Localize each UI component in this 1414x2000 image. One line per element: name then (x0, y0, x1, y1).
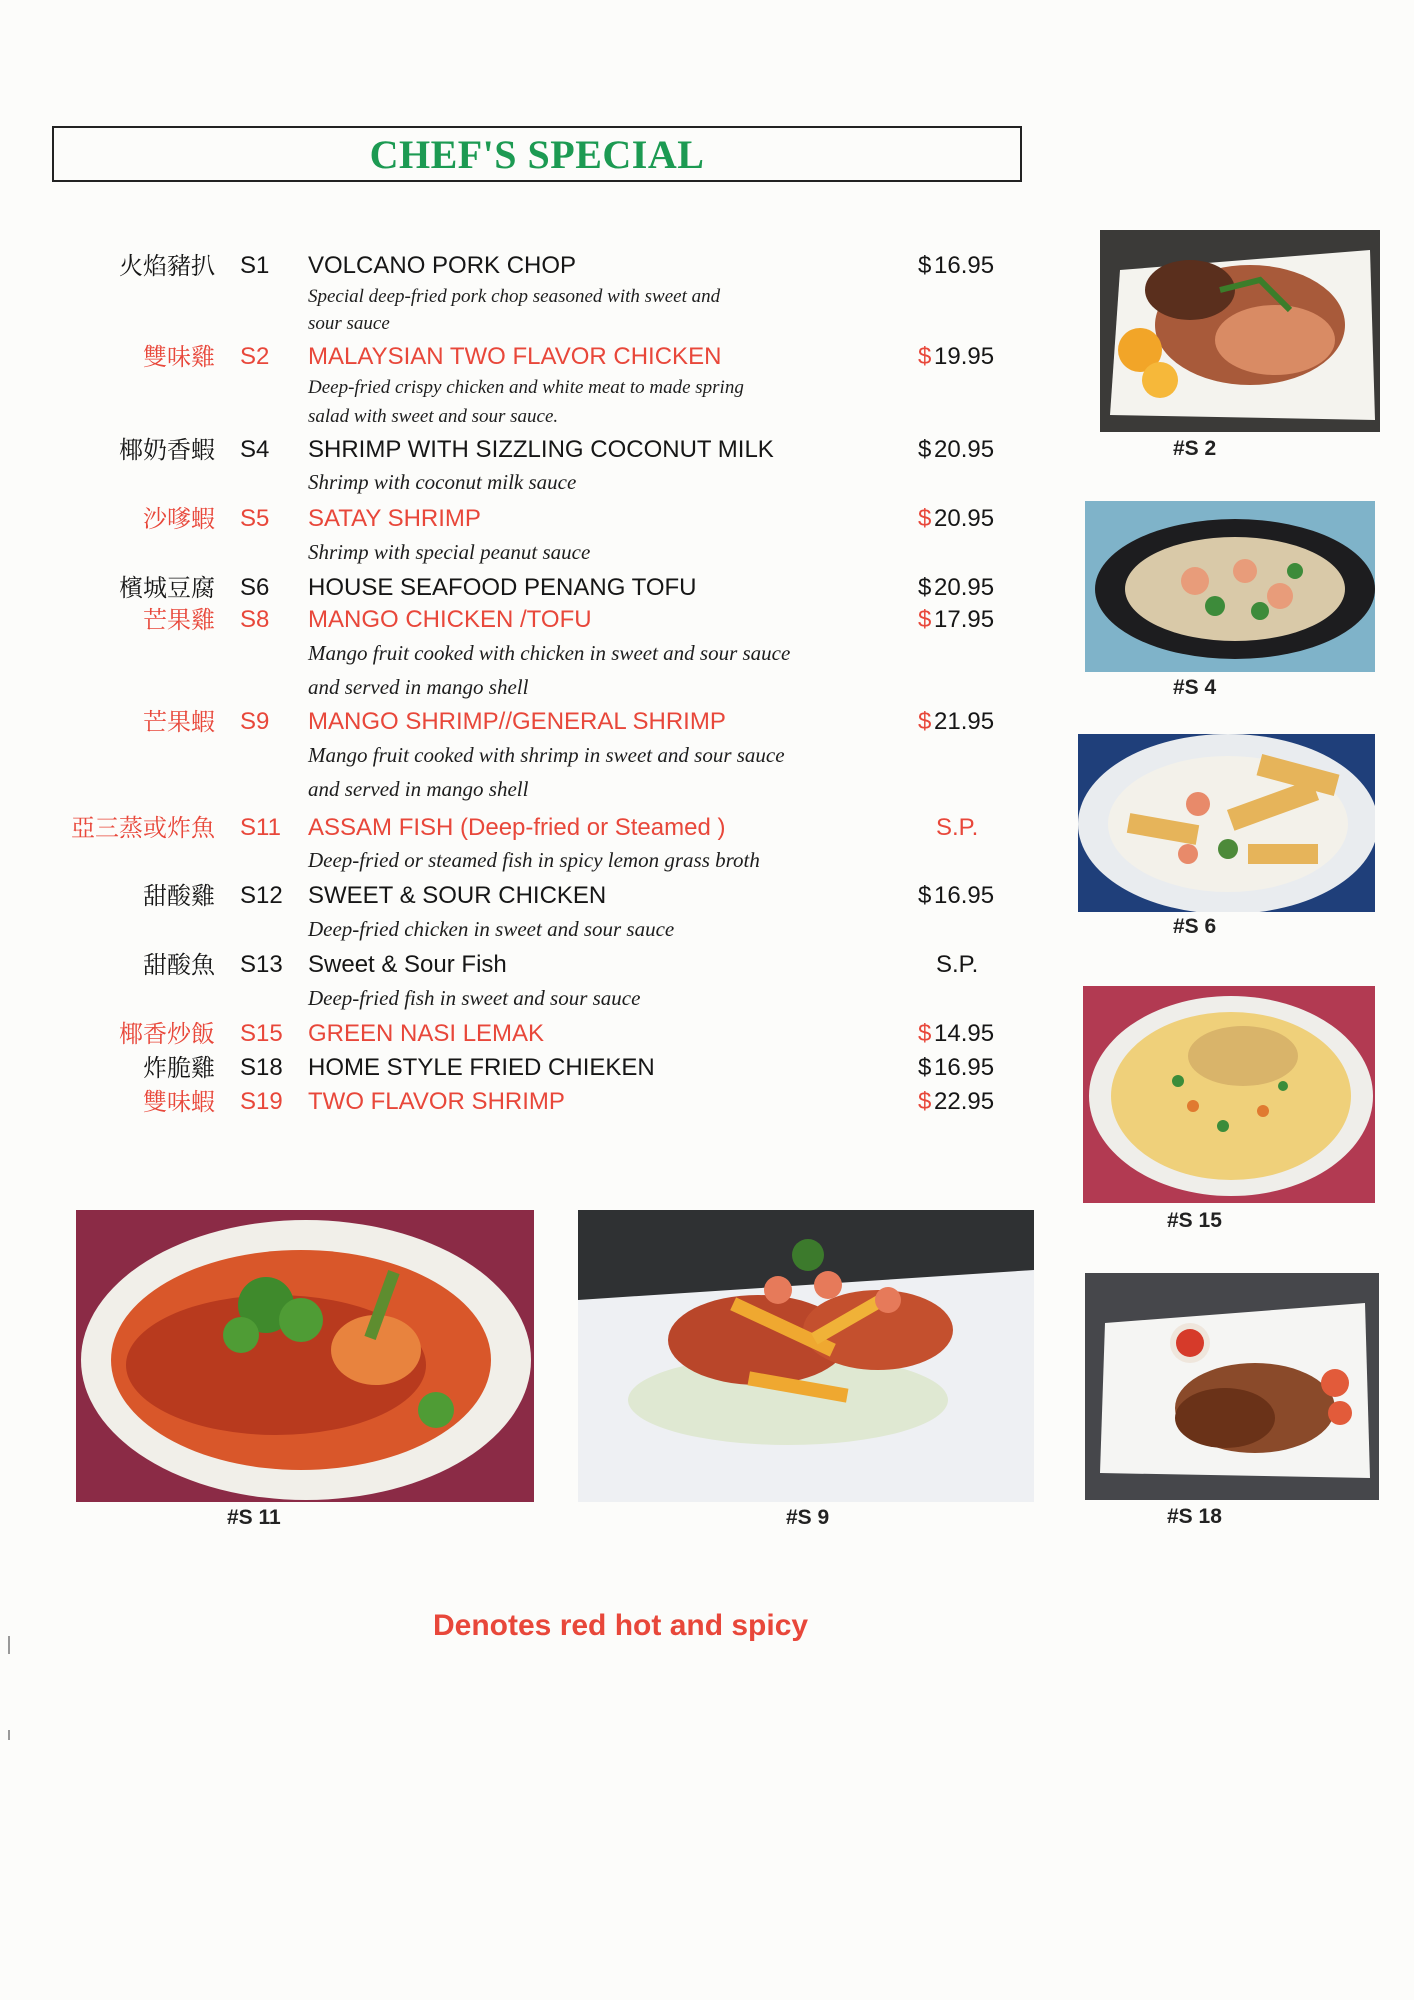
photo-s9 (578, 1210, 1034, 1502)
currency-symbol: $ (918, 1054, 932, 1081)
item-description: and served in mango shell (308, 777, 529, 801)
item-name: ASSAM FISH (Deep-fried or Steamed ) (308, 814, 726, 841)
item-chinese-name: 甜酸雞 (143, 882, 215, 910)
menu-item-s15 (0, 1018, 1060, 1050)
item-description: Mango fruit cooked with chicken in sweet and sour sauce (308, 641, 791, 665)
price-value: 16.95 (934, 1054, 995, 1081)
item-name: MANGO SHRIMP//GENERAL SHRIMP (308, 708, 726, 735)
currency-symbol: $ (918, 606, 932, 633)
page-title: CHEF'S SPECIAL (369, 131, 705, 177)
menu-item-s9 (0, 706, 1060, 738)
price-value: 16.95 (934, 252, 995, 279)
item-price (918, 706, 994, 738)
menu-item-s19 (0, 1086, 1060, 1118)
item-chinese-name: 雙味蝦 (143, 1088, 215, 1116)
item-description: Deep-fried chicken in sweet and sour sauce (308, 917, 675, 941)
menu-item-s18 (0, 1052, 1060, 1084)
menu-item-s12 (0, 880, 1060, 912)
item-price (918, 1086, 994, 1118)
item-name: TWO FLAVOR SHRIMP (308, 1088, 565, 1115)
spicy-legend: Denotes red hot and spicy (433, 1609, 809, 1642)
item-code: S13 (240, 951, 283, 978)
menu-item-s2 (0, 341, 1060, 373)
caption-s11: #S 11 (227, 1506, 281, 1529)
price-value: 21.95 (934, 708, 995, 735)
item-chinese-name: 椰香炒飯 (119, 1020, 215, 1048)
menu-item-s4 (0, 434, 1060, 466)
caption-s6: #S 6 (1173, 915, 1217, 938)
item-chinese-name: 芒果雞 (143, 606, 215, 634)
price-value: 17.95 (934, 606, 995, 633)
item-price (918, 434, 994, 466)
item-code: S4 (240, 436, 270, 463)
currency-symbol: $ (918, 436, 932, 463)
price-value: 20.95 (934, 436, 995, 463)
item-price (918, 341, 994, 373)
item-chinese-name: 檳城豆腐 (119, 574, 215, 602)
price-value: 16.95 (934, 882, 995, 909)
item-chinese-name: 芒果蝦 (143, 708, 215, 736)
item-description: Deep-fried fish in sweet and sour sauce (308, 986, 641, 1010)
currency-symbol: $ (918, 505, 932, 532)
menu-item-s1 (0, 250, 1060, 282)
scan-edge-mark (8, 1730, 10, 1740)
item-price (936, 949, 978, 981)
scan-edge-mark (8, 1636, 10, 1654)
item-description: and served in mango shell (308, 675, 529, 699)
item-name: HOME STYLE FRIED CHIEKEN (308, 1054, 655, 1081)
currency-symbol: $ (918, 1020, 932, 1047)
currency-symbol: $ (918, 343, 932, 370)
item-chinese-name: 沙嗲蝦 (143, 505, 215, 533)
currency-symbol: $ (918, 1088, 932, 1115)
item-chinese-name: 火焰豬扒 (119, 252, 215, 280)
item-name: GREEN NASI LEMAK (308, 1020, 545, 1047)
item-price (918, 1052, 994, 1084)
item-code: S2 (240, 343, 270, 370)
item-price (918, 250, 994, 282)
item-description: salad with sweet and sour sauce. (308, 406, 559, 427)
item-description: sour sauce (308, 313, 390, 334)
item-price (918, 880, 994, 912)
currency-symbol: $ (918, 708, 932, 735)
item-code: S8 (240, 606, 270, 633)
item-description: Deep-fried or steamed fish in spicy lemon grass broth (308, 848, 760, 872)
currency-symbol: $ (918, 252, 932, 279)
item-price (918, 572, 994, 604)
item-code: S19 (240, 1088, 283, 1115)
price-value: 20.95 (934, 505, 995, 532)
caption-s18: #S 18 (1167, 1505, 1222, 1528)
item-chinese-name: 椰奶香蝦 (119, 436, 215, 464)
menu-item-s5 (0, 503, 1060, 535)
item-name: Sweet & Sour Fish (308, 951, 507, 978)
photo-s6 (1078, 734, 1375, 912)
item-name: VOLCANO PORK CHOP (308, 252, 577, 279)
item-name: MALAYSIAN TWO FLAVOR CHICKEN (308, 343, 722, 370)
item-price (936, 812, 978, 844)
item-code: S6 (240, 574, 270, 601)
price-value: 20.95 (934, 574, 995, 601)
price-value: 22.95 (934, 1088, 995, 1115)
caption-s2: #S 2 (1173, 437, 1217, 460)
item-code: S1 (240, 252, 270, 279)
item-price (918, 503, 994, 535)
item-price (918, 604, 994, 636)
item-code: S12 (240, 882, 283, 909)
item-chinese-name: 甜酸魚 (143, 951, 215, 979)
caption-s15: #S 15 (1167, 1209, 1222, 1232)
menu-item-s13 (0, 949, 1060, 981)
photo-s11 (76, 1210, 534, 1502)
price-value: 14.95 (934, 1020, 995, 1047)
item-code: S15 (240, 1020, 283, 1047)
menu-item-s6 (0, 572, 1060, 604)
item-name: SHRIMP WITH SIZZLING COCONUT MILK (308, 436, 774, 463)
photo-s18 (1085, 1273, 1379, 1500)
item-name: MANGO CHICKEN /TOFU (308, 606, 592, 633)
photo-s2 (1100, 230, 1380, 432)
menu-item-s8 (0, 604, 1060, 636)
menu-item-s11 (0, 812, 1060, 844)
photo-s15 (1083, 986, 1375, 1203)
price-value: 19.95 (934, 343, 995, 370)
caption-s9: #S 9 (786, 1506, 830, 1529)
price-value: S.P. (936, 951, 979, 978)
item-code: S9 (240, 708, 270, 735)
item-description: Special deep-fried pork chop seasoned with sweet and (308, 286, 721, 307)
item-description: Mango fruit cooked with shrimp in sweet and sour sauce (308, 743, 785, 767)
price-value: S.P. (936, 814, 979, 841)
item-code: S5 (240, 505, 270, 532)
item-name: SWEET & SOUR CHICKEN (308, 882, 607, 909)
menu-list (0, 0, 1060, 1140)
item-description: Deep-fried crispy chicken and white meat to made spring (308, 377, 744, 398)
item-description: Shrimp with coconut milk sauce (308, 470, 577, 494)
item-name: HOUSE SEAFOOD PENANG TOFU (308, 574, 697, 601)
item-chinese-name: 炸脆雞 (143, 1054, 215, 1082)
item-code: S11 (240, 814, 281, 841)
caption-s4: #S 4 (1173, 676, 1217, 699)
currency-symbol: $ (918, 574, 932, 601)
item-chinese-name: 雙味雞 (143, 343, 215, 371)
currency-symbol: $ (918, 882, 932, 909)
item-price (918, 1018, 994, 1050)
photo-s4 (1085, 501, 1375, 672)
item-name: SATAY SHRIMP (308, 505, 481, 532)
item-description: Shrimp with special peanut sauce (308, 540, 591, 564)
item-code: S18 (240, 1054, 283, 1081)
item-chinese-name: 亞三蒸或炸魚 (71, 814, 215, 842)
